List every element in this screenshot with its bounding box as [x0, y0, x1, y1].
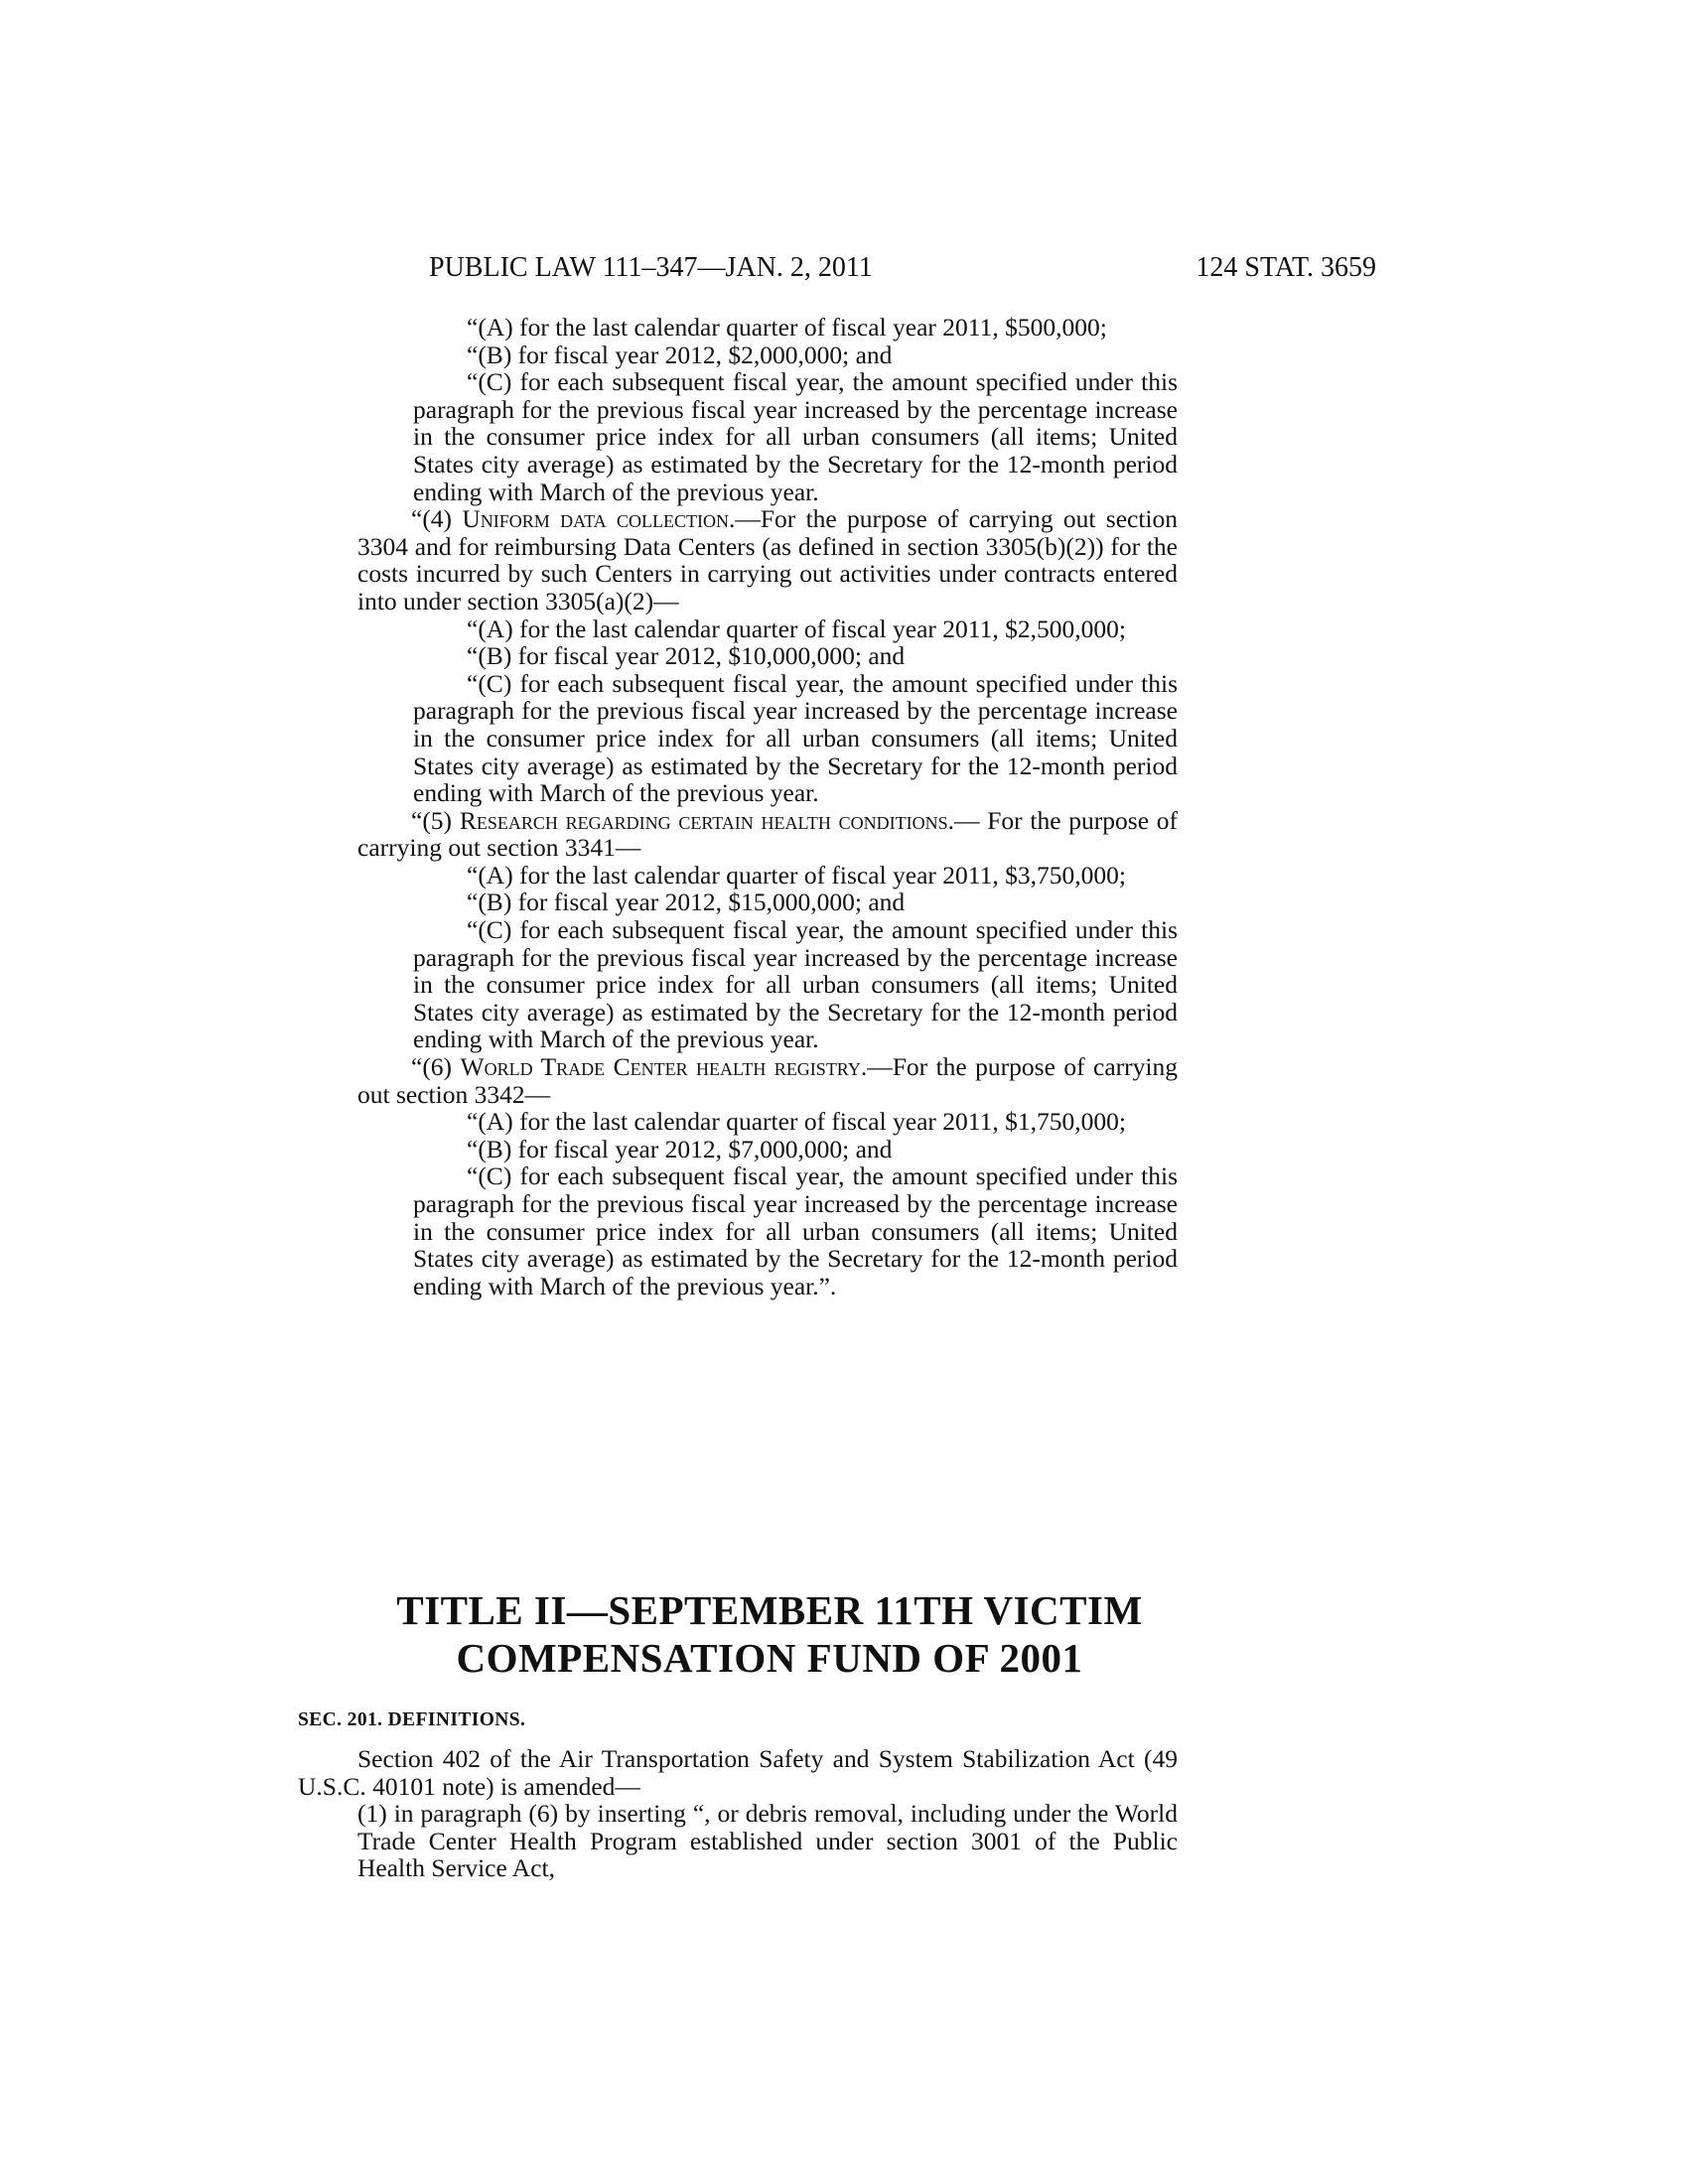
para5-subparagraph-b: “(B) for fiscal year 2012, $15,000,000; and [467, 887, 906, 917]
para6-subparagraph-a: “(A) for the last calendar quarter of fiscal year 2011, $1,750,000; [467, 1107, 1126, 1137]
section-201-body [298, 1745, 1178, 1882]
para5-intro [357, 807, 1178, 862]
para4-number: “(4) [411, 504, 453, 534]
section-201-item-1-text: (1) in paragraph (6) by inserting “, or debris removal, including under the World Trade Center Health Program established under section 3001 of the Public Health Service Act, [357, 1799, 1178, 1883]
para4-subparagraph-b: “(B) for fiscal year 2012, $10,000,000; and [467, 641, 906, 671]
para4-heading: Uniform data collection. [462, 504, 736, 534]
para6-heading: World Trade Center health registry. [460, 1052, 868, 1082]
para4-text: —For the purpose of carrying out section 3304 and for reimbursing Data Centers (as defined in section 3305(b)(2)) for the costs incurred by such Centers in carrying out activities under contracts entered into under section 3305(a)(2)— [357, 504, 1179, 615]
para3-subparagraph-c: “(C) for each subsequent fiscal year, the amount specified under this paragraph for the previous fiscal year increased by the percentage increase in the consumer price index for all urban consumers (all items; United States city average) as estimated by the Secretary for the 12-month period ending with March of the previous year. [413, 367, 1178, 506]
para6-number: “(6) [411, 1052, 453, 1082]
statute-page-number: 124 STAT. 3659 [1196, 252, 1376, 283]
para5-subparagraph-a: “(A) for the last calendar quarter of fiscal year 2011, $3,750,000; [467, 860, 1126, 889]
statute-body [357, 314, 1178, 1299]
para4-subparagraph-a: “(A) for the last calendar quarter of fiscal year 2011, $2,500,000; [467, 614, 1126, 643]
para6-subparagraph-b: “(B) for fiscal year 2012, $7,000,000; and [467, 1134, 893, 1163]
page-header [429, 250, 1376, 286]
title-line-1: TITLE II—SEPTEMBER 11TH VICTIM [396, 1587, 1143, 1633]
public-law-citation: PUBLIC LAW 111–347—JAN. 2, 2011 [429, 252, 873, 283]
para5-heading: Research regarding certain health conditions. [459, 805, 954, 835]
para6-intro [357, 1053, 1178, 1108]
section-201-heading: SEC. 201. DEFINITIONS. [298, 1709, 526, 1730]
para5-subparagraph-c: “(C) for each subsequent fiscal year, the amount specified under this paragraph for the previous fiscal year increased by the percentage increase in the consumer price index for all urban consumers (all items; United States city average) as estimated by the Secretary for the 12-month period ending with March of the previous year. [413, 915, 1178, 1054]
section-201-intro: Section 402 of the Air Transportation Safety and System Stabilization Act (49 U.S.C. 40101 note) is amended— [298, 1744, 1178, 1801]
para5-number: “(5) [411, 805, 453, 835]
para5-text: — For the purpose of carrying out section 3341— [357, 805, 1179, 863]
para6-subparagraph-c: “(C) for each subsequent fiscal year, the amount specified under this paragraph for the previous fiscal year increased by the percentage increase in the consumer price index for all urban consumers (all items; United States city average) as estimated by the Secretary for the 12-month period ending with March of the previous year.”. [413, 1161, 1178, 1300]
para4-intro [357, 505, 1178, 614]
section-201-item-1 [298, 1800, 1178, 1882]
para3-subparagraph-b: “(B) for fiscal year 2012, $2,000,000; and [467, 340, 893, 369]
title-heading [298, 1586, 1241, 1682]
para4-subparagraph-c: “(C) for each subsequent fiscal year, the amount specified under this paragraph for the previous fiscal year increased by the percentage increase in the consumer price index for all urban consumers (all items; United States city average) as estimated by the Secretary for the 12-month period ending with March of the previous year. [413, 668, 1178, 808]
para3-subparagraph-a: “(A) for the last calendar quarter of fiscal year 2011, $500,000; [467, 313, 1107, 341]
title-line-2: COMPENSATION FUND OF 2001 [456, 1635, 1083, 1681]
para6-text: —For the purpose of carrying out section 3342— [357, 1052, 1178, 1109]
